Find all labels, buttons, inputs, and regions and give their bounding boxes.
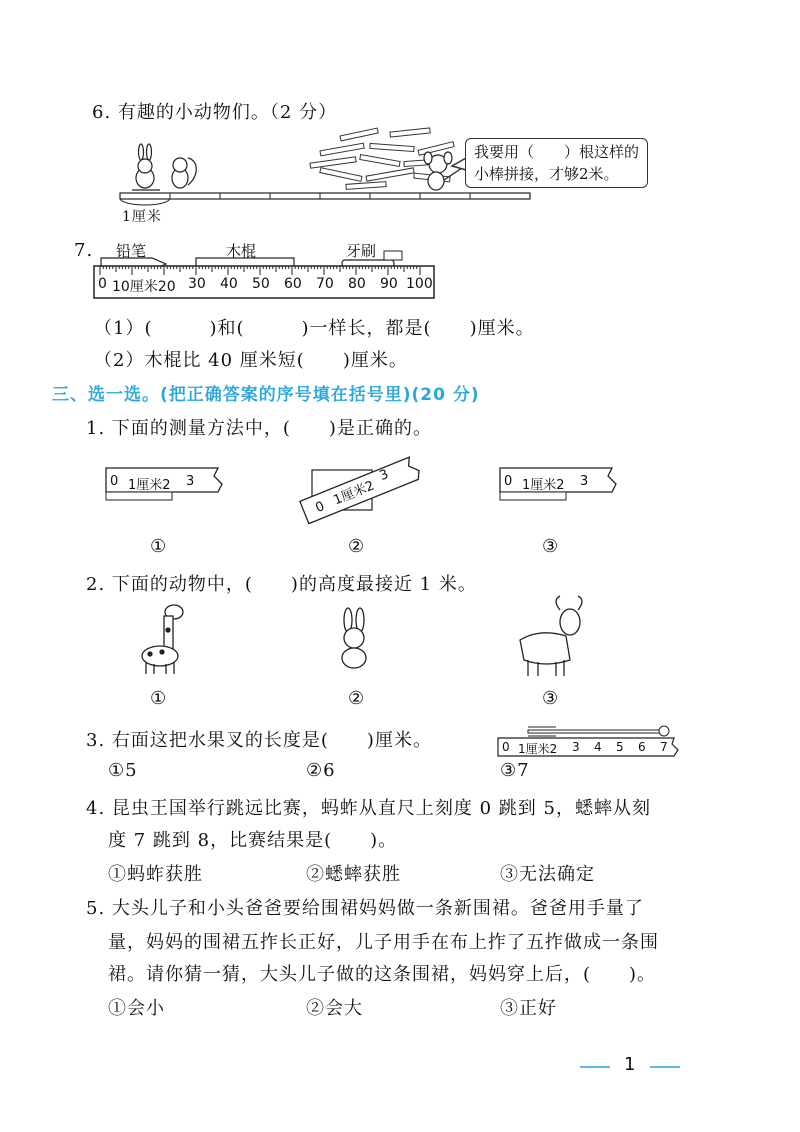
q7-tick-2: 30 <box>188 276 206 292</box>
q6-unit-label: 1厘米 <box>122 209 162 225</box>
s3q1-r3-tick1: 1厘米2 <box>522 478 565 493</box>
q7-item-toothbrush: 牙刷 <box>346 242 377 260</box>
q7-item-stick: 木棍 <box>226 242 257 260</box>
s3q3-tick3: 4 <box>594 740 602 754</box>
s3q1-r2-tick0: 0 <box>313 498 327 517</box>
q7-tick-5: 60 <box>284 276 302 292</box>
s3q1-option-3: ③ <box>542 536 560 557</box>
q7-tick-4: 50 <box>252 276 270 292</box>
s3q2-text: 2. 下面的动物中，( )的高度最接近 1 米。 <box>86 574 477 595</box>
s3q1-r3-tick0: 0 <box>504 474 513 489</box>
s3q5-line1: 5. 大头儿子和小头爸爸要给围裙妈妈做一条新围裙。爸爸用手量了 <box>86 898 644 919</box>
s3q4-line1: 4. 昆虫王国举行跳远比赛，蚂蚱从直尺上刻度 0 跳到 5，蟋蟀从刻 <box>86 798 651 819</box>
q7-tick-3: 40 <box>220 276 238 292</box>
s3q3-tick1: 1厘米2 <box>518 742 558 756</box>
q6-bubble-line1: 我要用（ ）根这样的 <box>474 143 640 161</box>
s3q5-line2: 量，妈妈的围裙五拃长正好，儿子用手在布上拃了五拃做成一条围 <box>108 932 659 953</box>
s3q2-option-1: ① <box>150 688 168 709</box>
s3q1-text: 1. 下面的测量方法中，( )是正确的。 <box>86 418 432 439</box>
q6-title: 6. 有趣的小动物们。（2 分） <box>92 102 338 123</box>
s3q4-option-3: ③无法确定 <box>500 864 595 885</box>
s3q3-tick5: 6 <box>638 740 646 754</box>
q7-tick-7: 80 <box>348 276 366 292</box>
s3q3-option-3: ③7 <box>500 760 530 781</box>
s3q5-option-2: ②会大 <box>306 998 363 1019</box>
s3q3-tick4: 5 <box>616 740 624 754</box>
s3q5-line3: 裙。请你猜一猜，大头儿子做的这条围裙，妈妈穿上后，( )。 <box>108 964 657 985</box>
q6-bubble-line2: 小棒拼接，才够2米。 <box>474 165 619 183</box>
q7-label: 7. <box>74 240 94 261</box>
s3q4-option-2: ②蟋蟀获胜 <box>306 864 401 885</box>
q7-line2: （2）木棍比 40 厘米短( )厘米。 <box>94 350 408 371</box>
s3q4-line2: 度 7 跳到 8，比赛结果是( )。 <box>108 830 398 851</box>
s3q2-option-3: ③ <box>542 688 560 709</box>
s3q1-r2-tick1: 1厘米2 <box>331 478 377 509</box>
page-number: 1 <box>624 1054 636 1075</box>
q7-tick-6: 70 <box>316 276 334 292</box>
s3q4-option-1: ①蚂蚱获胜 <box>108 864 203 885</box>
q7-tick-0: 0 <box>98 276 107 292</box>
q7-tick-1: 10厘米20 <box>112 279 176 295</box>
s3q1-r2-tick2: 3 <box>377 466 391 485</box>
s3q1-option-2: ② <box>348 536 366 557</box>
s3q1-r1-tick0: 0 <box>110 474 119 489</box>
s3q3-tick2: 3 <box>572 740 580 754</box>
s3q1-r1-tick1: 1厘米2 <box>128 478 171 493</box>
q7-tick-8: 90 <box>380 276 398 292</box>
s3q2-option-2: ② <box>348 688 366 709</box>
q7-line1: （1）( )和( )一样长，都是( )厘米。 <box>94 318 535 339</box>
s3q3-tick6: 7 <box>660 740 668 754</box>
s3q5-option-1: ①会小 <box>108 998 165 1019</box>
q7-item-pencil: 铅笔 <box>116 242 147 260</box>
s3q3-tick0: 0 <box>502 740 510 754</box>
q7-tick-9: 100 <box>406 276 433 292</box>
s3q1-r3-tick2: 3 <box>580 474 589 489</box>
s3q3-option-1: ①5 <box>108 760 138 781</box>
s3q3-option-2: ②6 <box>306 760 336 781</box>
s3q3-text: 3. 右面这把水果叉的长度是( )厘米。 <box>86 730 432 751</box>
s3q1-r1-tick2: 3 <box>186 474 195 489</box>
s3q5-option-3: ③正好 <box>500 998 557 1019</box>
section3-title: 三、选一选。(把正确答案的序号填在括号里)(20 分) <box>52 385 480 405</box>
s3q1-option-1: ① <box>150 536 168 557</box>
